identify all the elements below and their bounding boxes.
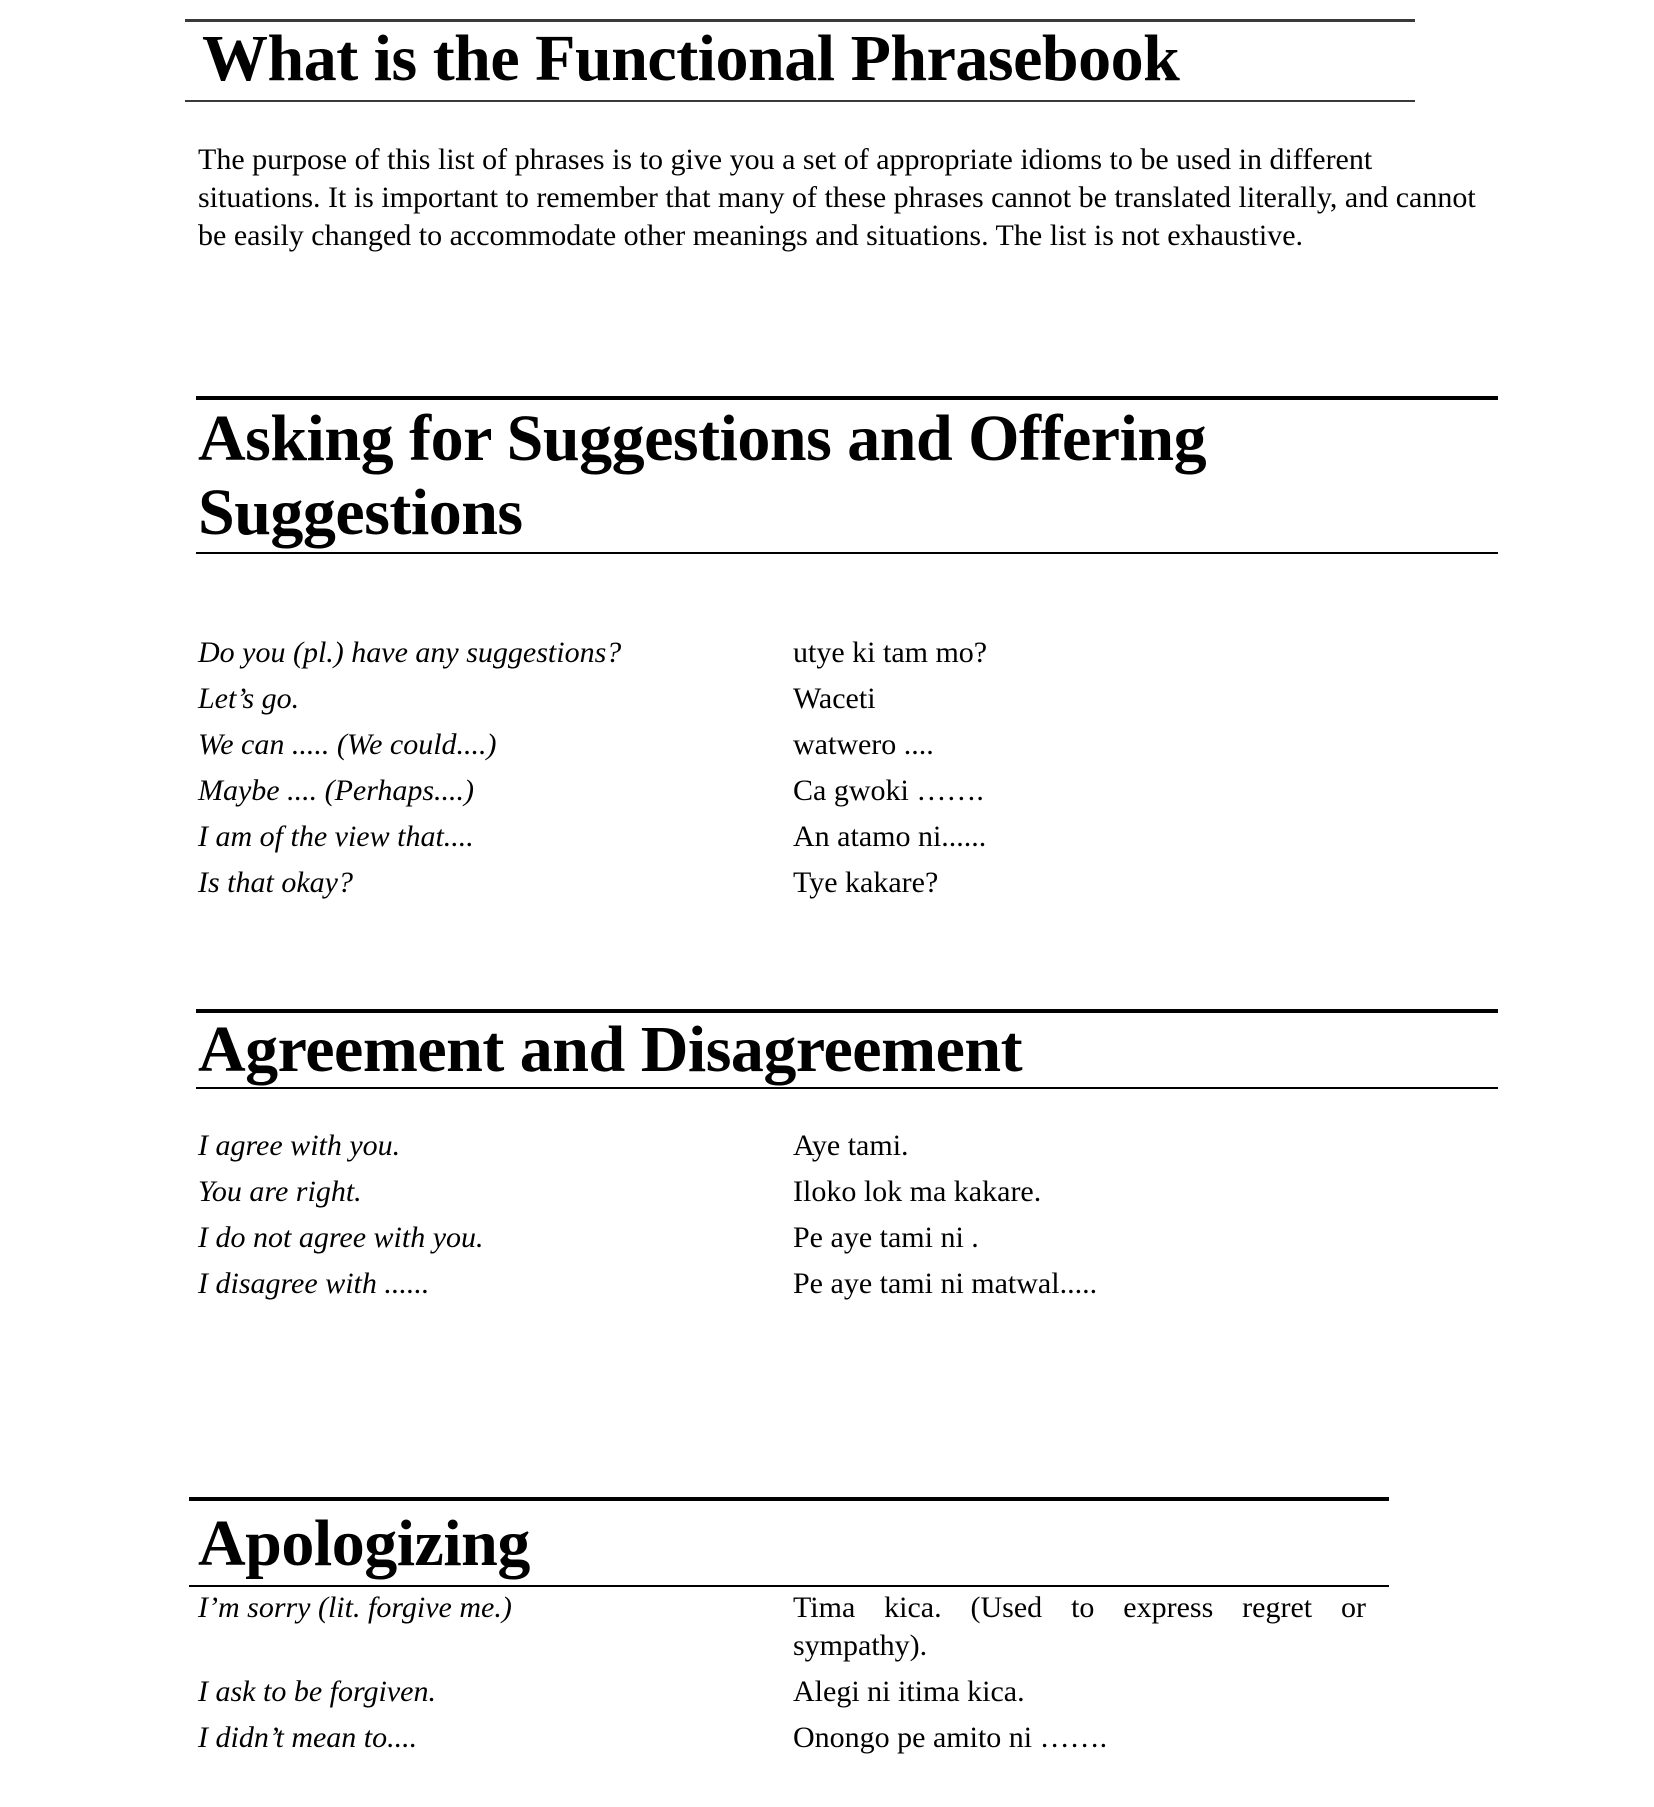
phrase-row xyxy=(198,1719,1389,1757)
suggestions-bottom-rule xyxy=(196,552,1498,554)
acholi-phrase: Iloko lok ma kakare. xyxy=(793,1175,1042,1208)
acholi-phrase: Waceti xyxy=(793,682,876,715)
phrase-row xyxy=(198,814,987,860)
english-phrase: I do not agree with you. xyxy=(198,1221,484,1254)
acholi-phrase: Tye kakare? xyxy=(793,866,939,899)
english-phrase: Let’s go. xyxy=(198,682,300,715)
apologizing-title: Apologizing xyxy=(198,1507,530,1580)
english-phrase: I agree with you. xyxy=(198,1129,401,1162)
suggestions-title-line2: Suggestions xyxy=(198,476,523,549)
english-phrase: You are right. xyxy=(198,1175,362,1208)
intro-header xyxy=(185,19,1415,102)
phrase-row xyxy=(198,676,987,722)
agreement-phrase-list xyxy=(198,1123,1097,1307)
suggestions-top-rule xyxy=(196,396,1498,400)
english-phrase: Do you (pl.) have any suggestions? xyxy=(198,636,622,669)
english-phrase: We can ..... (We could....) xyxy=(198,728,497,761)
phrase-row xyxy=(198,1673,1389,1711)
agreement-header xyxy=(196,1009,1498,1089)
phrase-row xyxy=(198,860,987,906)
english-phrase: I’m sorry (lit. forgive me.) xyxy=(198,1591,512,1624)
phrase-row xyxy=(198,768,987,814)
english-phrase: I disagree with ...... xyxy=(198,1267,430,1300)
acholi-phrase: Aye tami. xyxy=(793,1129,909,1162)
acholi-phrase: Tima kica. (Used to express regret or sympathy). xyxy=(793,1591,1366,1662)
agreement-title: Agreement and Disagreement xyxy=(198,1013,1023,1086)
suggestions-title-line1: Asking for Suggestions and Offering xyxy=(198,402,1207,475)
intro-paragraph: The purpose of this list of phrases is to give you a set of appropriate idioms to be used in different situations. It is important to remember that many of these phrases cannot be translated literally, and cannot be easily changed to accommodate other meanings and situations. The list is not exhaustive. xyxy=(198,143,1476,252)
intro-bottom-rule xyxy=(185,100,1415,102)
phrase-row xyxy=(198,1123,1097,1169)
agreement-bottom-rule xyxy=(196,1087,1498,1089)
phrase-row xyxy=(198,1215,1097,1261)
suggestions-phrase-list xyxy=(198,630,987,906)
phrase-row xyxy=(198,722,987,768)
phrase-row xyxy=(198,1169,1097,1215)
english-phrase: I am of the view that.... xyxy=(198,820,474,853)
suggestions-header xyxy=(196,396,1498,554)
phrase-row xyxy=(198,1261,1097,1307)
phrase-row xyxy=(198,1589,1389,1665)
acholi-phrase: Alegi ni itima kica. xyxy=(793,1675,1025,1708)
english-phrase: I didn’t mean to.... xyxy=(198,1721,418,1754)
acholi-phrase: An atamo ni...... xyxy=(793,820,987,853)
acholi-phrase: utye ki tam mo? xyxy=(793,636,988,669)
english-phrase: Is that okay? xyxy=(198,866,353,899)
apologizing-section xyxy=(189,1497,1389,1765)
intro-title: What is the Functional Phrasebook xyxy=(202,22,1180,95)
english-phrase: I ask to be forgiven. xyxy=(198,1675,436,1708)
phrase-row xyxy=(198,630,987,676)
acholi-phrase: Pe aye tami ni . xyxy=(793,1221,979,1254)
apologizing-phrase-list xyxy=(198,1589,1389,1757)
acholi-phrase: Pe aye tami ni matwal..... xyxy=(793,1267,1098,1300)
apologizing-bottom-rule xyxy=(189,1585,1389,1587)
english-phrase: Maybe .... (Perhaps....) xyxy=(198,774,475,807)
apologizing-top-rule xyxy=(189,1497,1389,1501)
acholi-phrase: Onongo pe amito ni ……. xyxy=(793,1721,1108,1754)
acholi-phrase: Ca gwoki ……. xyxy=(793,774,984,807)
acholi-phrase: watwero .... xyxy=(793,728,934,761)
